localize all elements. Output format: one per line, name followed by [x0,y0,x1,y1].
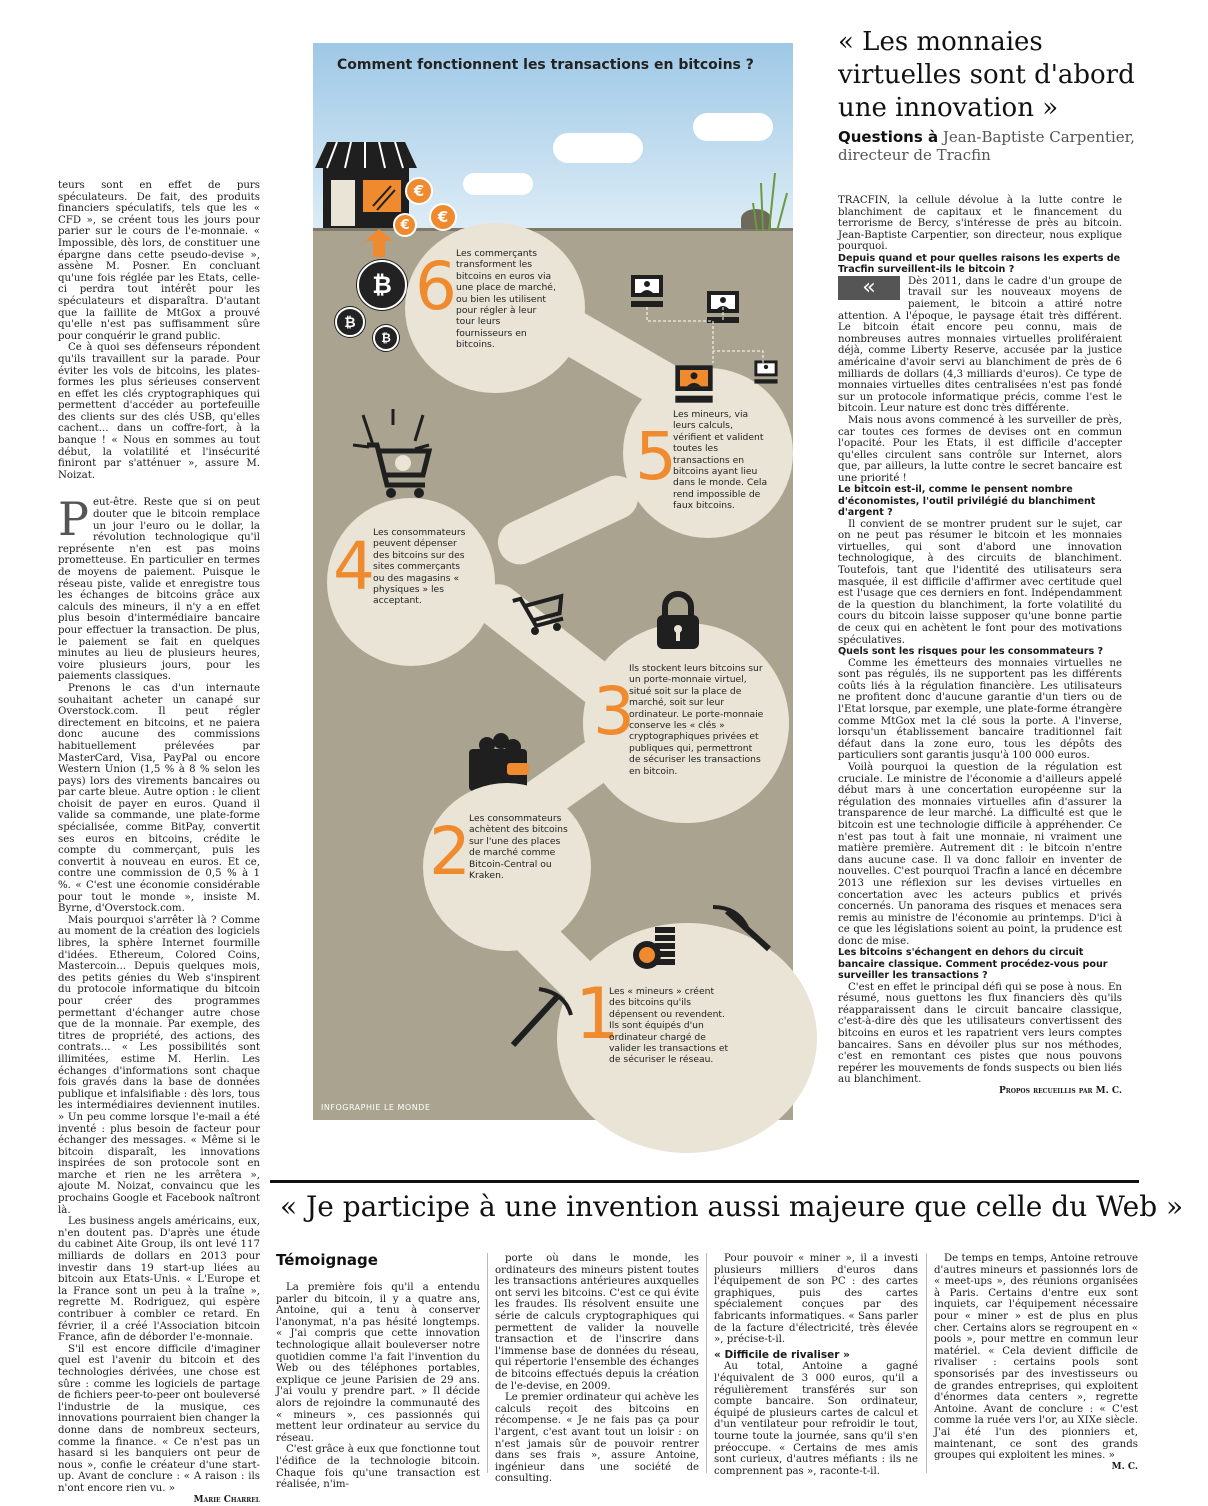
testimony-column-4 [934,1253,1138,1493]
step-3-text: Ils stockent leurs bitcoins sur un porte-monnaie virtuel, situé soit sur la place de marché, soit sur leur ordinateur. Le porte-monnaie conserve les « clés » cryptographiques privées et publiques qui, permettront de sécuriser les transactions en bitcoin. [629,663,765,777]
step-1-text: Les « mineurs » créent des bitcoins qu'ils dépensent ou revendent. Ils sont équipés d'un ordinateur chargé de valider les transactions et de sécuriser le réseau. [609,986,731,1066]
answer-paragraph: C'est en effet le principal défi qui se pose à nous. En résumé, nous guettons les flux financiers dès qu'ils réapparaissent dans le circuit bancaire classique, c'est-à-dire dès que les utilisateurs convertissent des bitcoins en euros et les rapatrient vers leurs comptes bancaires. Sans en dévoiler plus sur nos méthodes, c'est en remontant ces pistes que nous pouvons repérer les mouvements de fonds suspects ou bien liés au blanchiment. [838,982,1122,1086]
bitcoin-coin-icon: ₿ [373,325,399,351]
paragraph: C'est grâce à eux que fonctionne tout l'édifice de la technologie bitcoin. Chaque fois qu'une transaction est réalisée, n'im- [276,1444,480,1490]
answer-paragraph: Voilà pourquoi la question de la régulation est cruciale. Le ministre de l'économie a d'ailleurs appelé début mars à une concertation européenne sur la régulation des monnaies virtuelles afin d'assurer la transparence de leur marché. La difficulté est que le bitcoin est une technologie difficile à appréhender. Ce n'est pas tout à fait une monnaie, ni vraiment une matière première. Autrement dit : le bitcoin n'entre dans aucune case. Il va donc falloir en inventer de nouvelles. C'est pourquoi Tracfin a lancé en décembre 2013 une réflexion sur les devises virtuelles en concertation avec les acteurs publics et privés concernés. Un panorama des risques et menaces sera remis au ministre de l'économie au printemps. D'ici à ce que les législations soient au point, la prudence est donc de mise. [838,762,1122,948]
byline: Marie Charrel [58,1495,260,1506]
testimony-column-3 [714,1253,918,1478]
step-6-text: Les commerçants transforment les bitcoins en euros via une place de marché, ou bien les utilisent pour régler à leur tour leurs fournisseurs en bitcoins. [456,248,556,351]
question: Les bitcoins s'échangent en dehors du circuit bancaire classique. Comment procédez-vous pour surveiller les transactions ? [838,947,1122,981]
dropcap-text: eut-être. Reste que si on peut douter que le bitcoin remplace un jour l'euro ou le dollar, la révolution technologique qu'il représente n'en est pas moins prometteuse. En particulier en termes de moyens de paiement. Puisque le réseau piste, valide et enregistre tous les échanges de bitcoins grâce aux calculs des mineurs, il n'y a en effet plus besoin d'intermédiaire bancaire pour effectuer la transaction. De plus, le paiement se fait en quelques minutes au lieu de plusieurs heures, voire plusieurs jours, pour les paiements classiques. [58,497,260,682]
cloud [693,113,773,141]
infographic-credit: INFOGRAPHIE LE MONDE [321,1103,430,1112]
paragraph: La première fois qu'il a entendu parler du bitcoin, il y a quatre ans, Antoine, qui a tenu à conserver l'anonymat, n'a pas hésité longtemps. « J'ai compris que cette innovation technologique allait bouleverser notre quotidien comme l'a fait l'invention du Web ou des téléphones portables, explique ce jeune Parisien de 29 ans. J'ai voulu y prendre part. » Il décide alors de rejoindre la communauté des « mineurs », ces passionnés qui mettent leur ordinateur au service du réseau. [276,1282,480,1444]
shopping-cart-icon [343,405,443,501]
path-segment [491,468,646,571]
answer-paragraph: Il convient de se montrer prudent sur le sujet, car on ne peut pas résumer le bitcoin et les monnaies virtuelles, qui sont d'abord une innovation technologique, à des circuits de blanchiment. Toutefois, tant que l'identité des utilisateurs sera masquée, il est difficile d'affirmer avec certitude quel est l'usage que ces derniers en font. Indépendamment de la question du blanchiment, la forte volatilité du cours du bitcoin laisse supposer qu'une bonne partie de ceux qui en achètent le font pour des motivations spéculatives. [838,519,1122,647]
column-divider [706,1253,707,1473]
online-cart-icon [513,583,577,643]
question: Le bitcoin est-il, comme le pensent nombre d'économistes, l'outil privilégié du blanchiment d'argent ? [838,484,1122,518]
answer-paragraph [838,276,1122,415]
step-6-number: 6 [415,248,457,325]
arrow-up-icon [365,229,393,257]
testimony-title: « Je participe à une invention aussi majeure que celle du Web » [280,1189,1183,1225]
byline: Propos recueillis par M. C. [838,1086,1122,1098]
pickaxe-icon [707,905,773,957]
testimony-column-2 [495,1253,699,1478]
quote-mark: « [838,276,900,300]
column-divider [487,1253,488,1473]
padlock-icon [655,593,701,651]
step-2-text: Les consommateurs achètent des bitcoins sur l'une des places de marché comme Bitcoin-Central ou Kraken. [469,813,569,881]
coin-stack-icon [629,927,681,973]
testimony-label: Témoignage [276,1251,378,1269]
paragraph: porte où dans le monde, les ordinateurs des mineurs pistent toutes les transactions antérieures auxquelles ont servi les bitcoins. C'est ce qui évite les fraudes. Ils résolvent ensuite une série de calculs cryptographiques qui permettent de valider la nouvelle transaction et de l'inscrire dans l'immense base de données du réseau, qui répertorie l'ensemble des échanges de bitcoins effectués depuis la création de l'e-devise, en 2009. [495,1253,699,1392]
interview-subtitle [838,128,1158,164]
paragraph: teurs sont en effet de purs spéculateurs. De fait, des produits financiers spéculatifs, tels que les « CFD », se créent tous les jours pour parier sur le cours de l'e-monnaie. « Impossible, dès lors, de constituer une épargne dans cette pseudo-devise », assène M. Posner. En concluant qu'une fois réglée par les Etats, celle-ci perdra tout intérêt pour les spéculateurs et disparaîtra. D'autant que la faillite de MtGox a prouvé qu'elle n'est pas suffisamment sûre pour conquérir le grand public. [58,180,260,342]
step-1-number: 1 [575,973,620,1055]
testimony-column-1 [276,1282,480,1478]
infographic-title: Comment fonctionnent les transactions en bitcoins ? [337,57,754,73]
answer-text: Dès 2011, dans le cadre d'un groupe de travail sur les nouveaux moyens de paiement, le bitcoin a attiré notre attention. A l'époque, le paysage était très différent. Le bitcoin était encore peu connu, mais de nombreuses autres monnaies virtuelles proliféraient déjà, comme Liberty Reserve, accusée par la justice américaine d'avoir servi au blanchiment de près de 6 milliards de dollars (4,3 milliards d'euros). Ce type de monnaies virtuelles dites centralisées n'est pas fondé sur un protocole informatique précis, comme l'est le bitcoin. Leur nature est donc très différente. [838,276,1122,415]
interview-title: « Les monnaies virtuelles sont d'abord une innovation » [838,26,1158,125]
grass-icon [753,163,793,231]
paragraph: Au total, Antoine a gagné l'équivalent de 3 000 euros, qu'il a régulièrement transférés sur son compte bancaire. Son ordinateur, équipé de plusieurs cartes de calcul et d'un ventilateur pour refroidir le tout, tourne toute la journée, sans qu'il s'en préoccupe. « Certains de mes amis sont curieux, d'autres méfiants : ils ne comprennent pas », raconte-t-il. [714,1361,918,1477]
question: Quels sont les risques pour les consommateurs ? [838,646,1122,657]
dropcap-paragraph [58,497,260,683]
paragraph: Ce à quoi ses défenseurs répondent qu'ils travaillent sur la parade. Pour éviter les vols de bitcoins, les plates-formes les plus sérieuses conservent en effet les clés cryptographiques qui permettent d'accéder au portefeuille des clients sur des clés USB, qu'elles cachent... dans un coffre-fort, à la banque ! « Nous en sommes au tout début, la volatilité et l'insécurité finiront par s'atténuer », assure M. Noizat. [58,342,260,481]
column-divider [926,1253,927,1473]
step-5-number: 5 [635,418,677,495]
paragraph: S'il est encore difficile d'imaginer quel est l'avenir du bitcoin et des technologies dérivées, une chose est sûre : comme les logiciels de partage de fichiers peer-to-peer ont bouleversé l'industrie de la musique, ces innovations pourraient bien changer la donne dans de nombreux secteurs, comme la finance. « Ce n'est pas un hasard si les banquiers ont peur de nous », confie le créateur d'une start-up. Avant de conclure : « A raison : ils n'ont encore rien vu. » [58,1344,260,1495]
euro-coin-icon: € [429,203,457,231]
paragraph: De temps en temps, Antoine retrouve d'autres mineurs et passionnés lors de « meet-ups », des réunions organisées à Paris. Certains d'entre eux sont inquiets, car l'équipement nécessaire pour « miner » est de plus en plus cher. Certains alors se regroupent en « pools », pour mettre en commun leur matériel. « Cela devient difficile de rivaliser : certains pools sont sponsorisés par des investisseurs ou de grandes entreprises, qui exploitent d'énormes data centers », regrette Antoine. Avant de conclure : « C'est comme la ruée vers l'or, au XIXe siècle. J'ai été l'un des pionniers et, maintenant, ce sont des grands groupes qui exploitent les mines. » [934,1253,1138,1462]
euro-coin-icon: € [405,177,433,205]
bitcoin-coin-icon: ₿ [335,307,365,337]
subheading: « Difficile de rivaliser » [714,1350,918,1362]
paragraph: Le premier ordinateur qui achève les calculs reçoit des bitcoins en récompense. « Je ne fais pas ça pour l'argent, c'est avant tout un loisir : on n'est jamais sûr de pouvoir rentrer dans ses frais », assure Antoine, ingénieur dans une société de consulting. [495,1392,699,1485]
dropcap: P [58,499,89,539]
section-rule [270,1180,1139,1183]
step-4-text: Les consommateurs peuvent dépenser des bitcoins sur des sites commerçants ou des magasins « physiques » les acceptant. [373,527,473,607]
cloud [463,173,533,195]
left-article-column [58,180,260,1480]
question: Depuis quand et pour quelles raisons les experts de Tracfin surveillent-ils le bitcoin ? [838,253,1122,276]
interviewee: Jean-Baptiste Carpentier, directeur de Tracfin [838,128,1135,164]
interview-body [838,195,1122,1125]
paragraph: Mais pourquoi s'arrêter là ? Comme au moment de la création des logiciels libres, la sphère Internet fourmille d'idées. Ethereum, Colored Coins, Mastercoin... Depuis quelques mois, des petits génies du Web s'inspirent du protocole informatique du bitcoin pour créer des programmes permettant d'échanger autre chose que de la monnaie. Par exemple, des titres de propriété, des actions, des contrats... « Les possibilités sont illimitées, estime M. Herlin. Les échanges d'informations sont chaque fois gravés dans la base de données publique et infalsifiable : dès lors, tous les intermédiaires deviennent inutiles. » Un peu comme lorsque l'e-mail a été inventé : plus besoin de facteur pour échanger des messages. « Même si le bitcoin disparaît, les innovations inspirées de son protocole sont en marche et rien ne les arrêtera », ajoute M. Noizat, convaincu que les prochains Google et Facebook naîtront là. [58,915,260,1216]
step-2-number: 2 [429,813,471,890]
interview-intro: TRACFIN, la cellule dévolue à la lutte contre le blanchiment de capitaux et le financement du terrorisme de Bercy, s'intéresse de près au bitcoin. Jean-Baptiste Carpentier, son directeur, nous explique pourquoi. [838,195,1122,253]
questions-label: Questions à [838,128,938,146]
network-lines [643,307,783,377]
infographic [313,43,793,1120]
paragraph: Pour pouvoir « miner », il a investi plusieurs milliers d'euros dans l'équipement de son PC : des cartes graphiques, puis des cartes spécialement conçues par des fabricants informatiques. « Sans parler de la facture d'électricité, très élevée », précise-t-il. [714,1253,918,1346]
pickaxe-icon [509,987,575,1049]
paragraph: Les business angels américains, eux, n'en doutent pas. D'après une étude du cabinet Aite Group, ils ont levé 117 milliards de dollars en 2013 pour investir dans 19 start-up liées au bitcoin aux Etats-Unis. « L'Europe et la France sont un peu à la traîne », regrette M. Rodriguez, qui espère contribuer à combler ce retard. En février, il a créé l'Association bitcoin France, afin de déborder l'e-monnaie. [58,1216,260,1344]
answer-paragraph: Comme les émetteurs des monnaies virtuelles ne sont pas régulés, ils ne supportent pas les différents coûts liés à la régulation financière. Les utilisateurs ne profitent donc d'aucune garantie d'un tiers ou de l'Etat lorsque, par exemple, une plate-forme étrangère comme MtGox met la clé sous la porte. A l'inverse, lorsqu'un établissement bancaire traditionnel fait défaut dans la zone euro, tous les dépôts des particuliers sont garantis jusqu'à 100 000 euros. [838,658,1122,762]
euro-coin-icon: € [393,213,417,237]
cloud [553,133,643,163]
step-3-number: 3 [593,673,635,750]
step-4-number: 4 [333,528,375,605]
answer-paragraph: Mais nous avons commencé à les surveiller de près, car toutes ces formes de devises ont en commun l'opacité. Pour les Etats, il est difficile d'accepter qu'elles circulent sans contrôle sur Internet, alors que, par ailleurs, la lutte contre le secret bancaire est une priorité ! [838,415,1122,485]
computer-icon [629,273,665,309]
step-5-text: Les mineurs, via leurs calculs, vérifient et valident toutes les transactions en bitcoins ayant lieu dans le monde. Cela rend impossible de faux bitcoins. [673,409,769,512]
bitcoin-coin-icon: ₿ [357,260,407,310]
byline: M. C. [934,1462,1138,1474]
paragraph: Prenons le cas d'un internaute souhaitant acheter un canapé sur Overstock.com. Il peut régler directement en bitcoins, et ne paiera donc aucune des commissions habituellement prélevées par MasterCard, Visa, PayPal ou encore Western Union (1,5 % à 8 % selon les pays) lors des virements bancaires ou par carte bleue. Autre option : le client choisit de payer en euros. Quand il valide sa commande, une plate-forme spécialisée, comme BitPay, convertit ses euros en bitcoins, crédite le compte du commerçant, puis les convertit à nouveau en euros. Et ce, contre une commission de 0,5 % à 1 %. « C'est une économie considérable pour tout le monde », insiste M. Byrne, d'Overstock.com. [58,683,260,915]
